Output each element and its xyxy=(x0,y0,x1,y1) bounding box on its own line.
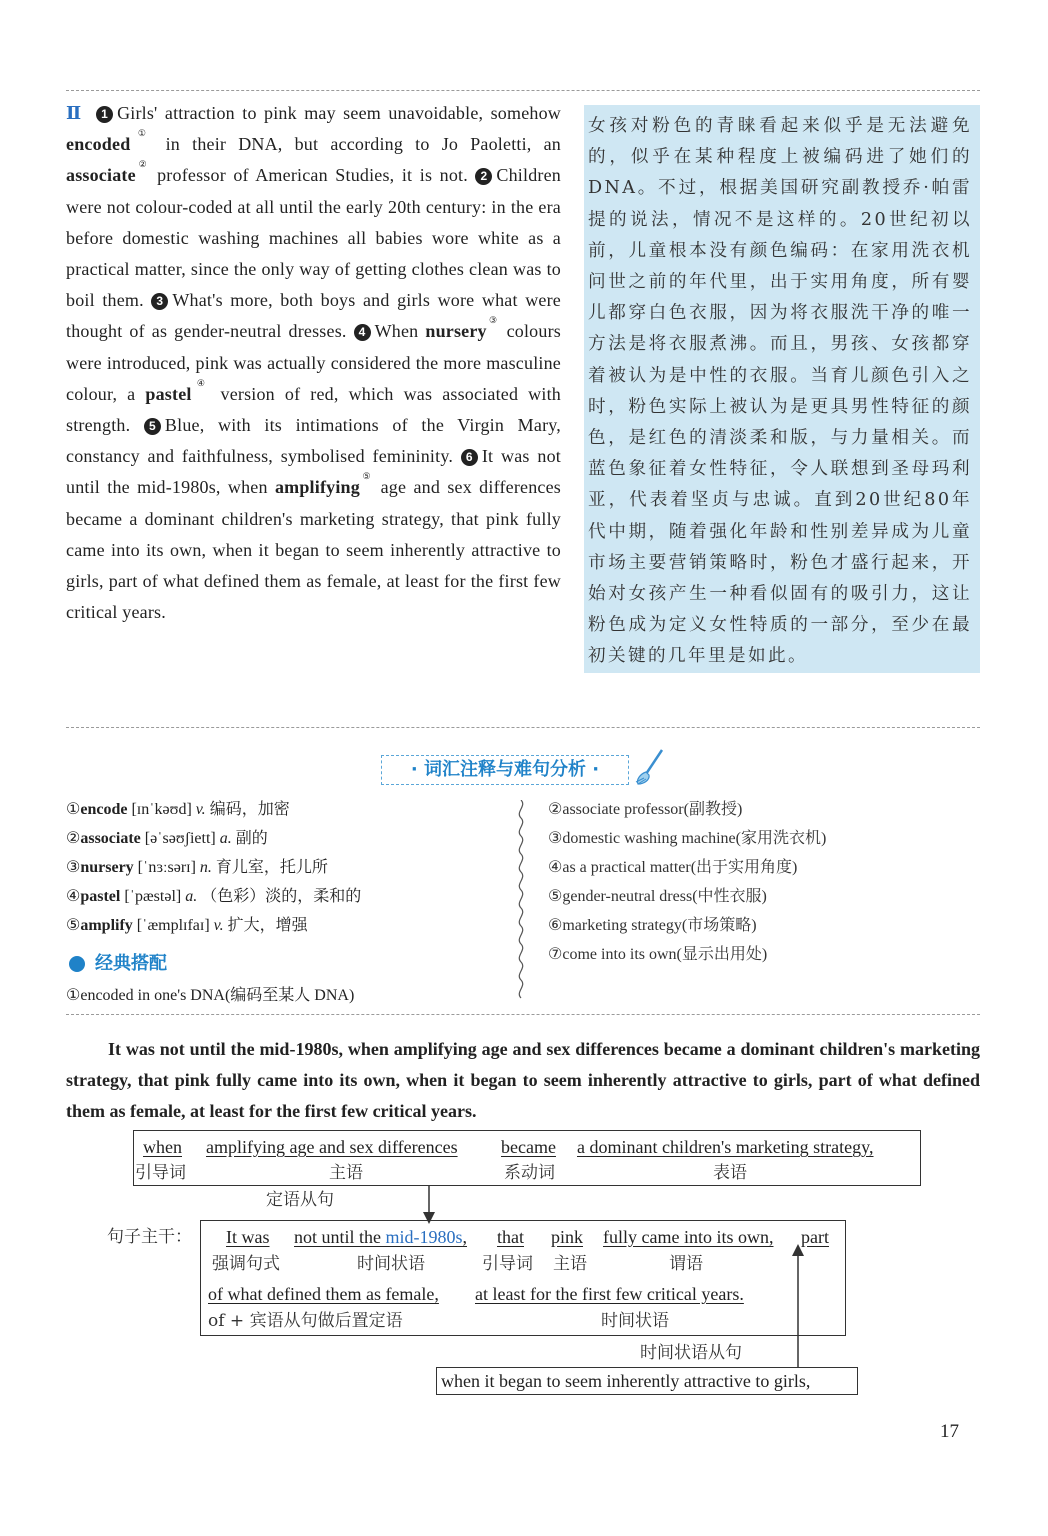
entry-meaning: 扩大，增强 xyxy=(227,917,308,934)
entry-word: amplify xyxy=(80,917,133,934)
vocab-section-title: · 词汇注释与难句分析 · xyxy=(381,755,629,785)
clause-word: amplifying age and sex differences xyxy=(206,1137,458,1157)
phrase-item: ⑦come into its own(显示出用处) xyxy=(548,946,768,963)
entry-meaning: 副的 xyxy=(235,830,268,847)
main-word: pink xyxy=(551,1227,584,1247)
grammar-label: 时间状语 xyxy=(357,1254,425,1274)
passage-text: professor of American Studies, it is not. xyxy=(149,165,476,186)
grammar-label: 主语 xyxy=(329,1163,363,1183)
main-word: It was xyxy=(226,1227,270,1247)
entry-ipa: [ˈnɜːsərɪ] xyxy=(137,859,196,876)
clause-type-label: 定语从句 xyxy=(266,1190,334,1210)
passage-text: in their DNA, but according to Jo Paoletti, an xyxy=(153,134,561,155)
entry-word: encode xyxy=(80,801,128,818)
passage-text: Children were not colour-coded at all until the early 20th century: in the era before domestic washing machines all babies wore white as a practical matter, since the only way of getting clothes clean was to boil them. xyxy=(66,165,561,311)
footnote-mark: ④ xyxy=(191,377,211,388)
main-word: that xyxy=(497,1227,524,1247)
clause-type-label: 时间状语从句 xyxy=(640,1343,742,1363)
entry-ipa: [ɪnˈkəʊd] xyxy=(131,801,192,818)
grammar-label: 强调句式 xyxy=(212,1254,280,1274)
sentence-number: 2 xyxy=(475,168,492,185)
entry-number: ② xyxy=(66,830,81,847)
entry-meaning: 育儿室，托儿所 xyxy=(215,859,328,876)
grammar-label: 时间状语 xyxy=(601,1311,669,1331)
highlight-word: mid-1980s xyxy=(385,1227,463,1247)
phrase-item: ⑥marketing strategy(市场策略) xyxy=(548,917,757,934)
passage-text: It was not until the mid-1980s, when xyxy=(66,446,561,498)
entry-word: pastel xyxy=(80,888,121,905)
grammar-label: 引导词 xyxy=(482,1254,533,1274)
main-word: fully came into its own, xyxy=(603,1227,774,1247)
grammar-label: 谓语 xyxy=(669,1254,703,1274)
entry-number: ⑤ xyxy=(66,917,81,934)
entry-word: associate xyxy=(80,830,141,847)
entry-meaning: （色彩）淡的，柔和的 xyxy=(201,888,362,905)
vocab-word: pastel xyxy=(145,383,192,404)
clause-word: when xyxy=(143,1137,182,1157)
footnote-mark: ③ xyxy=(486,315,500,326)
phrase-item: ④as a practical matter(出于实用角度) xyxy=(548,859,798,876)
entry-ipa: [ˈpæstəl] xyxy=(124,888,182,905)
entry-number: ① xyxy=(66,801,81,818)
grammar-label: 主语 xyxy=(553,1254,587,1274)
analysis-sentence: It was not until the mid-1980s, when amplifying age and sex differences became a dominant children's marketing strategy, that pink fully came into its own, when it began to seem inherently attractive to girls, part of what defined them as female, at least for the first few critical years. xyxy=(66,1039,980,1121)
passage-text: When xyxy=(374,321,426,342)
main-word-part: , xyxy=(462,1227,468,1247)
passage-text: Blue, with its intimations of the Virgin Mary, constancy and faithfulness, symbolised femininity. xyxy=(66,415,561,467)
footnote-mark: ② xyxy=(135,159,150,170)
collocation-item: ①encoded in one's DNA(编码至某人 DNA) xyxy=(66,987,355,1004)
passage-text: What's more, both boys and girls wore what were thought of as gender-neutral dresses. xyxy=(66,290,561,342)
chinese-translation: 女孩对粉色的青睐看起来似乎是无法避免的，似乎在某种程度上被编码进了她们的DNA。不过，根据美国研究副教授乔·帕雷提的说法，情况不是这样的。20世纪初以前，儿童根本没有颜色编码：在家用洗衣机问世之前的年代里，出于实用角度，所有婴儿都穿白色衣服，因为将衣服洗干净的唯一方法是将衣服煮沸。而且，男孩、女孩都穿着被认为是中性的衣服。当育儿颜色引入之时，粉色实际上被认为是更具男性特征的颜色，是红色的清淡柔和版，与力量相关。而蓝色象征着女性特征，令人联想到圣母玛利亚，代表着坚贞与忠诚。直到20世纪80年代中期，随着强化年龄和性别差异成为儿童市场主要营销策略时，粉色才盛行起来，开始对女孩产生一种看似固有的吸引力，这让粉色成为定义女性特质的一部分，至少在最初关键的几年里是如此。 xyxy=(584,105,980,673)
entry-pos: a. xyxy=(185,888,198,905)
entry-pos: v. xyxy=(195,801,206,818)
clause-text: when it began to seem inherently attractive to girls, xyxy=(441,1371,811,1391)
entry-pos: v. xyxy=(213,917,224,934)
grammar-label: 系动词 xyxy=(504,1163,555,1183)
main-word-part: not until the xyxy=(294,1227,386,1247)
entry-number: ③ xyxy=(66,859,81,876)
grammar-label: 引导词 xyxy=(135,1163,186,1183)
footnote-mark: ⑤ xyxy=(359,471,374,482)
sentence-number: 3 xyxy=(151,293,168,310)
entry-ipa: [əˈsəʊʃiett] xyxy=(144,830,216,847)
phrase-item: ②associate professor(副教授) xyxy=(548,801,743,818)
section-numeral: Ⅱ xyxy=(66,103,85,123)
passage-text: colours were introduced, pink was actually considered the more masculine colour, a xyxy=(66,321,561,404)
vocab-word: amplifying xyxy=(274,477,360,498)
main-word: at least for the first few critical years. xyxy=(475,1284,744,1304)
passage-text: age and sex differences became a dominant children's marketing strategy, that pink fully came into its own, when it began to seem inherently attractive to girls, part of what defined them as female, at least for the first few critical years. xyxy=(66,477,561,623)
main-word: part xyxy=(801,1227,829,1247)
passage-text: Girls' attraction to pink may seem unavoidable, somehow xyxy=(117,103,561,123)
main-word: of what defined them as female, xyxy=(208,1284,439,1304)
clause-word: a dominant children's marketing strategy, xyxy=(577,1137,874,1157)
clause-word: became xyxy=(501,1137,556,1157)
footnote-mark: ① xyxy=(130,128,154,139)
main-word xyxy=(294,1226,467,1248)
sentence-number: 6 xyxy=(461,449,478,466)
classic-collocations-title: 经典搭配 xyxy=(95,953,167,974)
main-clause-label: 句子主干： xyxy=(107,1227,192,1247)
page-number: 17 xyxy=(940,1421,959,1442)
sentence-number: 5 xyxy=(144,418,161,435)
vocab-word: nursery xyxy=(425,321,487,342)
grammar-label: of + 宾语从句做后置定语 xyxy=(208,1311,403,1331)
phrase-item: ③domestic washing machine(家用洗衣机) xyxy=(548,830,827,847)
entry-ipa: [ˈæmplɪfaɪ] xyxy=(136,917,210,934)
sentence-number: 4 xyxy=(354,324,371,341)
entry-pos: n. xyxy=(199,859,212,876)
entry-pos: a. xyxy=(219,830,232,847)
vocab-word: associate xyxy=(66,165,136,186)
vocab-word: encoded xyxy=(66,134,131,155)
grammar-label: 表语 xyxy=(713,1163,747,1183)
entry-word: nursery xyxy=(80,859,134,876)
entry-meaning: 编码，加密 xyxy=(209,801,290,818)
phrase-item: ⑤gender-neutral dress(中性衣服) xyxy=(548,888,767,905)
passage-text: version of red, which was associated with strength. xyxy=(66,383,561,436)
entry-number: ④ xyxy=(66,888,81,905)
sentence-number: 1 xyxy=(96,106,113,123)
